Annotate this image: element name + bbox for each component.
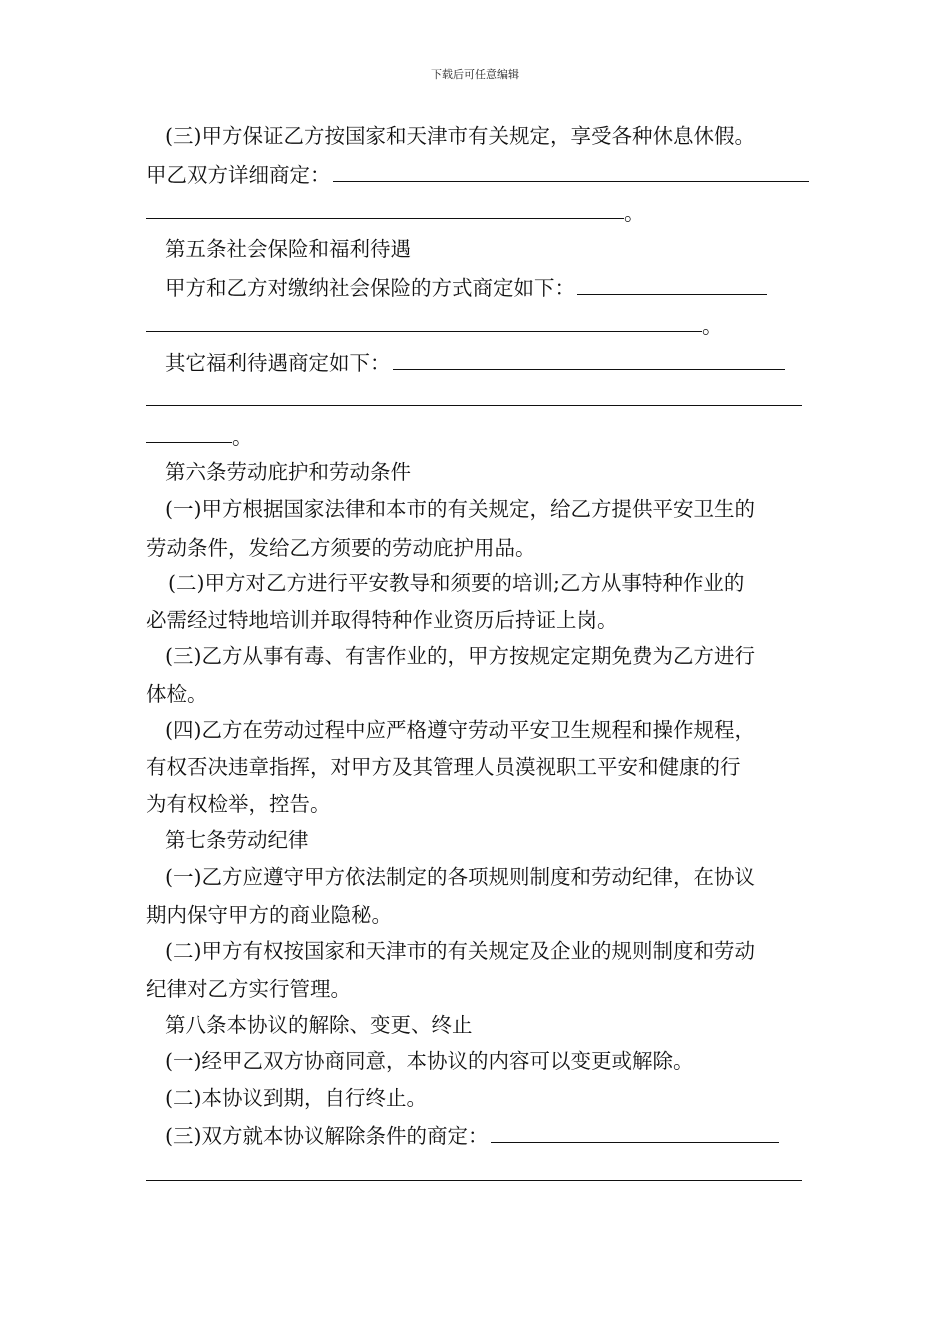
text-line	[146, 159, 809, 189]
section-heading: 第五条社会保险和福利待遇	[165, 237, 411, 261]
fill-in-blank	[491, 1120, 779, 1143]
text-line	[165, 347, 785, 377]
text-line: (一)乙方应遵守甲方依法制定的各项规则制度和劳动纪律，在协议	[165, 865, 755, 889]
text-line: 。	[232, 425, 253, 449]
text-line: (一)经甲乙双方协商同意，本协议的内容可以变更或解除。	[165, 1049, 694, 1073]
section-heading: 第六条劳动庇护和劳动条件	[165, 460, 411, 484]
line-text: (三)双方就本协议解除条件的商定：	[165, 1124, 489, 1148]
fill-in-blank	[146, 218, 624, 219]
text-line: (三)乙方从事有毒、有害作业的，甲方按规定定期免费为乙方进行	[165, 644, 755, 668]
line-text: 甲方和乙方对缴纳社会保险的方式商定如下：	[165, 276, 575, 300]
fill-in-blank	[577, 272, 767, 295]
text-line: (二)甲方有权按国家和天津市的有关规定及企业的规则制度和劳动	[165, 939, 755, 963]
fill-in-blank	[146, 331, 702, 332]
text-line: 体检。	[146, 682, 208, 706]
page-header: 下载后可任意编辑	[431, 68, 519, 81]
text-line: 期内保守甲方的商业隐秘。	[146, 903, 392, 927]
text-line: (二)本协议到期，自行终止。	[165, 1086, 427, 1110]
text-line: 劳动条件，发给乙方须要的劳动庇护用品。	[146, 536, 536, 560]
line-text: 其它福利待遇商定如下：	[165, 351, 391, 375]
text-line: 。	[624, 201, 645, 225]
text-line: 有权否决违章指挥，对甲方及其管理人员漠视职工平安和健康的行	[146, 755, 741, 779]
section-heading: 第八条本协议的解除、变更、终止	[165, 1013, 473, 1037]
text-line: 纪律对乙方实行管理。	[146, 977, 351, 1001]
text-line: (二)甲方对乙方进行平安教导和须要的培训;乙方从事特种作业的	[168, 571, 745, 595]
text-line	[165, 1120, 779, 1150]
line-text: 甲乙双方详细商定：	[146, 163, 331, 187]
fill-in-blank	[333, 159, 809, 182]
text-line: (一)甲方根据国家法律和本市的有关规定，给乙方提供平安卫生的	[165, 497, 755, 521]
section-heading: 第七条劳动纪律	[165, 828, 309, 852]
text-line	[165, 272, 767, 302]
text-line: 为有权检举，控告。	[146, 792, 331, 816]
fill-in-blank	[146, 1180, 802, 1181]
fill-in-blank	[393, 347, 785, 370]
text-line: (三)甲方保证乙方按国家和天津市有关规定，享受各种休息休假。	[165, 124, 755, 148]
fill-in-blank	[146, 442, 232, 443]
text-line: 必需经过特地培训并取得特种作业资历后持证上岗。	[146, 608, 618, 632]
fill-in-blank	[146, 405, 802, 406]
text-line: (四)乙方在劳动过程中应严格遵守劳动平安卫生规程和操作规程，	[165, 718, 755, 742]
text-line: 。	[702, 314, 723, 338]
